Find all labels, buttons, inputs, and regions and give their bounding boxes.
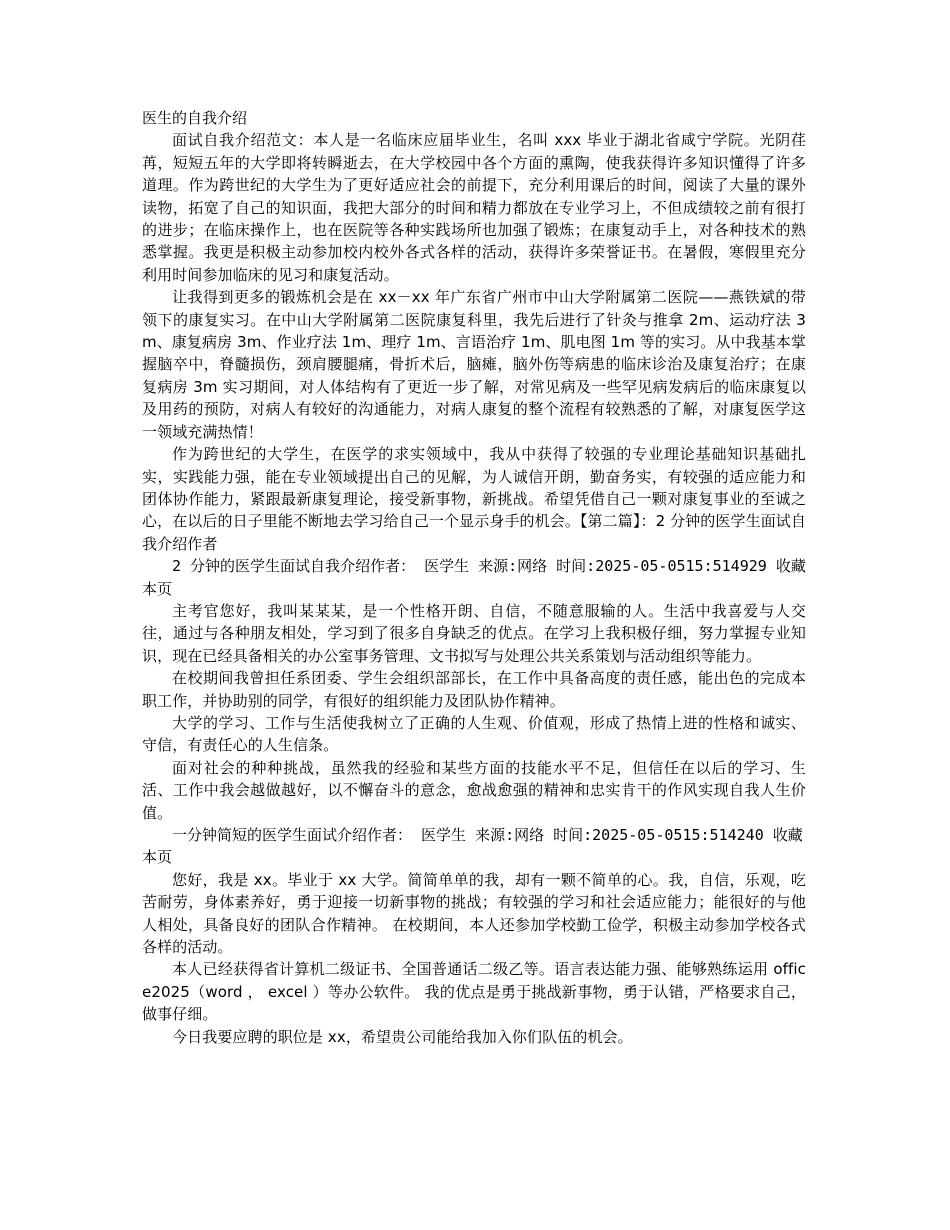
article-meta-line: 2 分钟的医学生面试自我介绍作者： 医学生 来源:网络 时间:2025-05-0515:514929 收藏本页 [142, 557, 806, 598]
paragraph: 面对社会的种种挑战，虽然我的经验和某些方面的技能水平不足，但信任在以后的学习、生活、工作中我会越做越好，以不懈奋斗的意念，愈战愈强的精神和忠实肯干的作风实现自我人生价值。 [142, 758, 806, 822]
paragraph: 在校期间我曾担任系团委、学生会组织部部长，在工作中具备高度的责任感，能出色的完成本职工作，并协助别的同学，有很好的组织能力及团队协作精神。 [142, 669, 806, 710]
paragraph: 您好，我是 xx。毕业于 xx 大学。简简单单的我，却有一颗不简单的心。我，自信，乐观，吃苦耐劳，身体素养好，勇于迎接一切新事物的挑战；有较强的学习和社会适应能力；能很好的与他人相处，具备良好的团队合作精神。 在校期间，本人还参加学校勤工俭学，积极主动参加学校各式各样的活动。 [142, 870, 806, 957]
paragraph: 作为跨世纪的大学生，在医学的求实领域中，我从中获得了较强的专业理论基础知识基础扎实，实践能力强，能在专业领域提出自己的见解，为人诚信开朗，勤奋务实，有较强的适应能力和团体协作能力，紧跟最新康复理论，接受新事物，新挑战。希望凭借自己一颗对康复事业的至诚之心，在以后的日子里能不断地去学习给自己一个显示身手的机会。【第二篇】：2 分钟的医学生面试自我介绍作者 [142, 445, 806, 553]
document-title: 医生的自我介绍 [142, 109, 248, 127]
document-page [142, 107, 806, 1048]
paragraph: 让我得到更多的锻炼机会是在 xx－xx 年广东省广州市中山大学附属第二医院——燕铁斌的带领下的康复实习。在中山大学附属第二医院康复科里，我先后进行了针灸与推拿 2m、运动疗法 3m、康复病房 3m、作业疗法 1m、理疗 1m、言语治疗 1m、肌电图 1m 等的实习。从中我基本掌握脑卒中，脊髓损伤，颈肩腰腿痛，骨折术后，脑瘫，脑外伤等病患的临床诊治及康复治疗；在康复病房 3m 实习期间，对人体结构有了更近一步了解，对常见病及一些罕见病发病后的临床康复以及用药的预防，对病人有较好的沟通能力，对病人康复的整个流程有较熟悉的了解，对康复医学这一领域充满热情！ [142, 288, 806, 441]
paragraph: 本人已经获得省计算机二级证书、全国普通话二级乙等。语言表达能力强、能够熟练运用 office2025（word ， excel ）等办公软件。 我的优点是勇于挑战新事物，勇于认错，严格要求自己，做事仔细。 [142, 960, 806, 1024]
paragraph: 主考官您好，我叫某某某，是一个性格开朗、自信，不随意服输的人。生活中我喜爱与人交往，通过与各种朋友相处，学习到了很多自身缺乏的优点。在学习上我积极仔细，努力掌握专业知识，现在已经具备相关的办公室事务管理、文书拟写与处理公共关系策划与活动组织等能力。 [142, 601, 806, 665]
paragraph: 面试自我介绍范文：本人是一名临床应届毕业生，名叫 xxx 毕业于湖北省咸宁学院。光阴荏苒，短短五年的大学即将转瞬逝去，在大学校园中各个方面的熏陶，使我获得许多知识懂得了许多道理。作为跨世纪的大学生为了更好适应社会的前提下，充分利用课后的时间，阅读了大量的课外读物，拓宽了自己的知识面，我把大部分的时间和精力都放在专业学习上，不但成绩较之前有很打的进步；在临床操作上，也在医院等各种实践场所也加强了锻炼；在康复动手上，对各种技术的熟悉掌握。我更是积极主动参加校内校外各式各样的活动，获得许多荣誉证书。在暑假，寒假里充分利用时间参加临床的见习和康复活动。 [142, 131, 806, 284]
paragraph: 今日我要应聘的职位是 xx，希望贵公司能给我加入你们队伍的机会。 [172, 1027, 633, 1046]
article-meta-line: 一分钟简短的医学生面试介绍作者： 医学生 来源:网络 时间:2025-05-0515:514240 收藏本页 [142, 826, 803, 867]
paragraph: 大学的学习、工作与生活使我树立了正确的人生观、价值观，形成了热情上进的性格和诚实、守信，有责任心的人生信条。 [142, 713, 806, 755]
